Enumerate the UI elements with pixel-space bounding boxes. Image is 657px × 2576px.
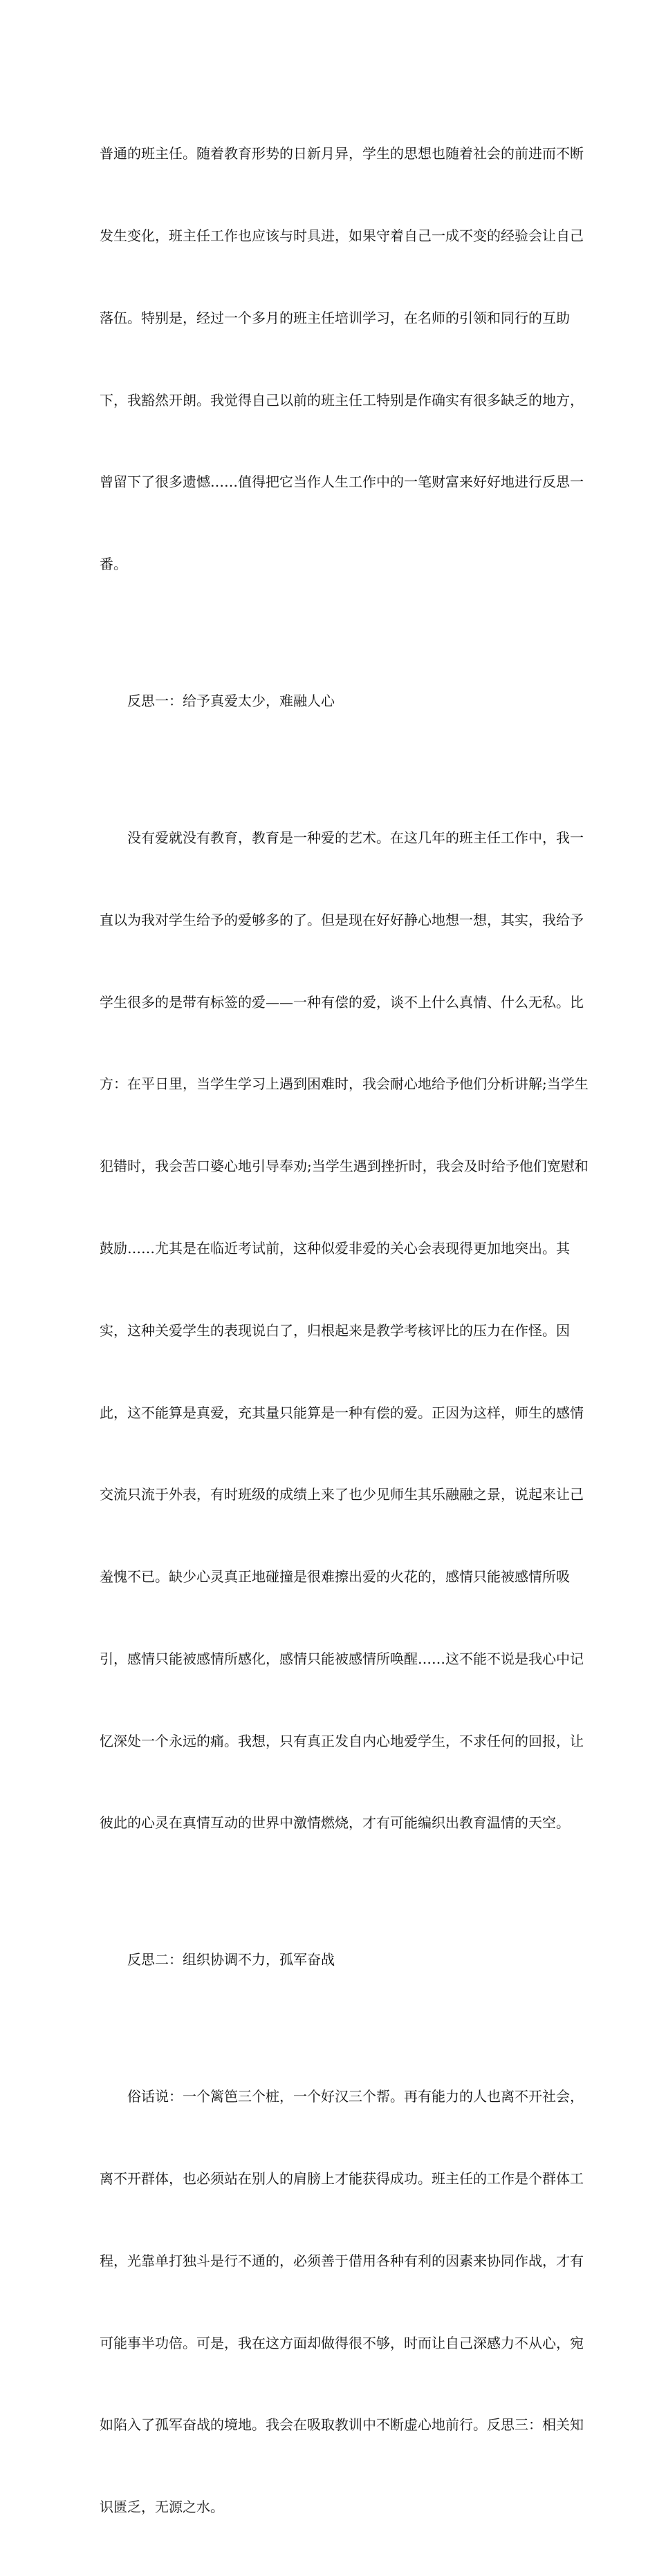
paragraph-reflection-one xyxy=(100,770,589,1892)
text-line: 鼓励……尤其是在临近考试前，这种似爱非爱的关心会表现得更加地突出。其 xyxy=(100,1239,570,1257)
text-line: 没有爱就没有教育，教育是一种爱的艺术。在这几年的班主任工作中，我一 xyxy=(100,829,584,847)
text-line: 方：在平日里，当学生学习上遇到困难时，我会耐心地给予他们分析讲解;当学生 xyxy=(100,1075,589,1093)
text-line: 离不开群体，也必须站在别人的肩膀上才能获得成功。班主任的工作是个群体工 xyxy=(100,2170,584,2188)
document-body xyxy=(100,86,589,2576)
heading-line: 反思二：组织协调不力，孤军奋战 xyxy=(100,1951,335,1968)
text-line: 普通的班主任。随着教育形势的日新月异，学生的思想也随着社会的前进而不断 xyxy=(100,145,584,162)
text-line: 彼此的心灵在真情互动的世界中激情燃烧，才有可能编织出教育温情的天空。 xyxy=(100,1814,570,1832)
heading-line: 反思一：给予真爱太少，难融人心 xyxy=(100,693,335,710)
text-line: 曾留下了很多遗憾……值得把它当作人生工作中的一笔财富来好好地进行反思一 xyxy=(100,473,584,491)
text-line: 下，我豁然开朗。我觉得自己以前的班主任工特别是作确实有很多缺乏的地方， xyxy=(100,391,584,408)
text-line: 程，光靠单打独斗是行不通的，必须善于借用各种有利的因素来协同作战，才有 xyxy=(100,2252,584,2269)
text-line: 可能事半功倍。可是，我在这方面却做得很不够，时而让自己深感力不从心，宛 xyxy=(100,2334,584,2351)
section-heading-reflection-one xyxy=(100,633,562,770)
text-line: 忆深处一个永远的痛。我想，只有真正发自内心地爱学生，不求任何的回报，让 xyxy=(100,1732,584,1749)
text-line: 落伍。特别是，经过一个多月的班主任培训学习，在名师的引领和同行的互助 xyxy=(100,309,570,326)
text-line: 发生变化，班主任工作也应该与时具进，如果守着自己一成不变的经验会让自己 xyxy=(100,227,584,244)
text-line: 番。 xyxy=(100,556,127,573)
paragraph-reflection-two xyxy=(100,2029,584,2576)
text-line: 识匮乏，无源之水。 xyxy=(100,2499,224,2516)
paragraph-intro xyxy=(100,86,584,633)
text-line: 交流只流于外表，有时班级的成绩上来了也少见师生其乐融融之景，说起来让己 xyxy=(100,1486,584,1503)
text-line: 引，感情只能被感情所感化，感情只能被感情所唤醒……这不能不说是我心中记 xyxy=(100,1650,584,1667)
text-line: 羞愧不已。缺少心灵真正地碰撞是很难擦出爱的火花的，感情只能被感情所吸 xyxy=(100,1568,570,1586)
text-line: 如陷入了孤军奋战的境地。我会在吸取教训中不断虚心地前行。反思三：相关知 xyxy=(100,2416,584,2434)
text-line: 俗话说：一个篱笆三个桩，一个好汉三个帮。再有能力的人也离不开社会， xyxy=(100,2088,584,2105)
section-heading-reflection-two xyxy=(100,1892,562,2029)
text-line: 直以为我对学生给予的爱够多的了。但是现在好好静心地想一想，其实，我给予 xyxy=(100,911,584,928)
text-line: 实，这种关爱学生的表现说白了，归根起来是教学考核评比的压力在作怪。因 xyxy=(100,1322,570,1339)
text-line: 此，这不能算是真爱，充其量只能算是一种有偿的爱。正因为这样，师生的感情 xyxy=(100,1404,584,1421)
text-line: 犯错时，我会苦口婆心地引导奉劝;当学生遇到挫折时，我会及时给予他们宽慰和 xyxy=(100,1158,589,1175)
text-line: 学生很多的是带有标签的爱——一种有偿的爱，谈不上什么真情、什么无私。比 xyxy=(100,993,584,1010)
